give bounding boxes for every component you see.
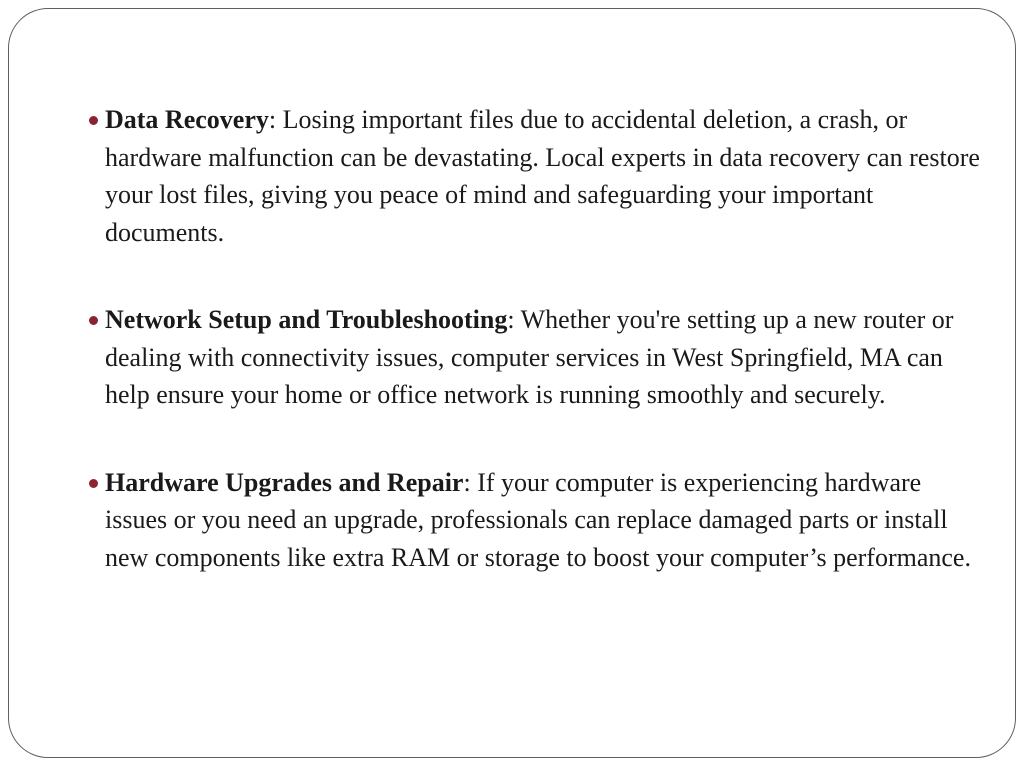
bullet-term: Hardware Upgrades and Repair [105, 467, 464, 497]
bullet-text: Losing important files due to accidental deletion, a crash, or hardware malfunction can be devastating. Local experts in data recovery can restore your lost files, giving you peace of mind and safeguarding your important documents. [105, 105, 980, 247]
bullet-dot-icon [89, 316, 98, 325]
bullet-separator: : [268, 105, 277, 134]
bullet-body [105, 464, 985, 577]
bullet-list [105, 101, 985, 626]
bullet-text: Whether you're setting up a new router or dealing with connectivity issues, computer services in West Springfield, MA can help ensure your home or office network is running smoothly and securely. [105, 305, 954, 409]
bullet-item-network-setup [105, 301, 985, 414]
bullet-term: Network Setup and Troubleshooting [105, 305, 508, 334]
bullet-term: Data Recovery [105, 105, 269, 134]
bullet-item-data-recovery [105, 101, 985, 251]
bullet-dot-icon [89, 479, 98, 488]
bullet-item-hardware-upgrades [105, 464, 985, 577]
bullet-dot-icon [89, 116, 98, 125]
bullet-separator: : [507, 305, 515, 334]
bullet-separator: : [463, 467, 471, 497]
bullet-body [105, 301, 985, 414]
bullet-body [105, 101, 985, 251]
slide-frame [8, 8, 1016, 758]
bullet-text: If your computer is experiencing hardware issues or you need an upgrade, professionals can replace damaged parts or install new components like extra RAM or storage to boost your computer’s performance. [105, 467, 971, 572]
